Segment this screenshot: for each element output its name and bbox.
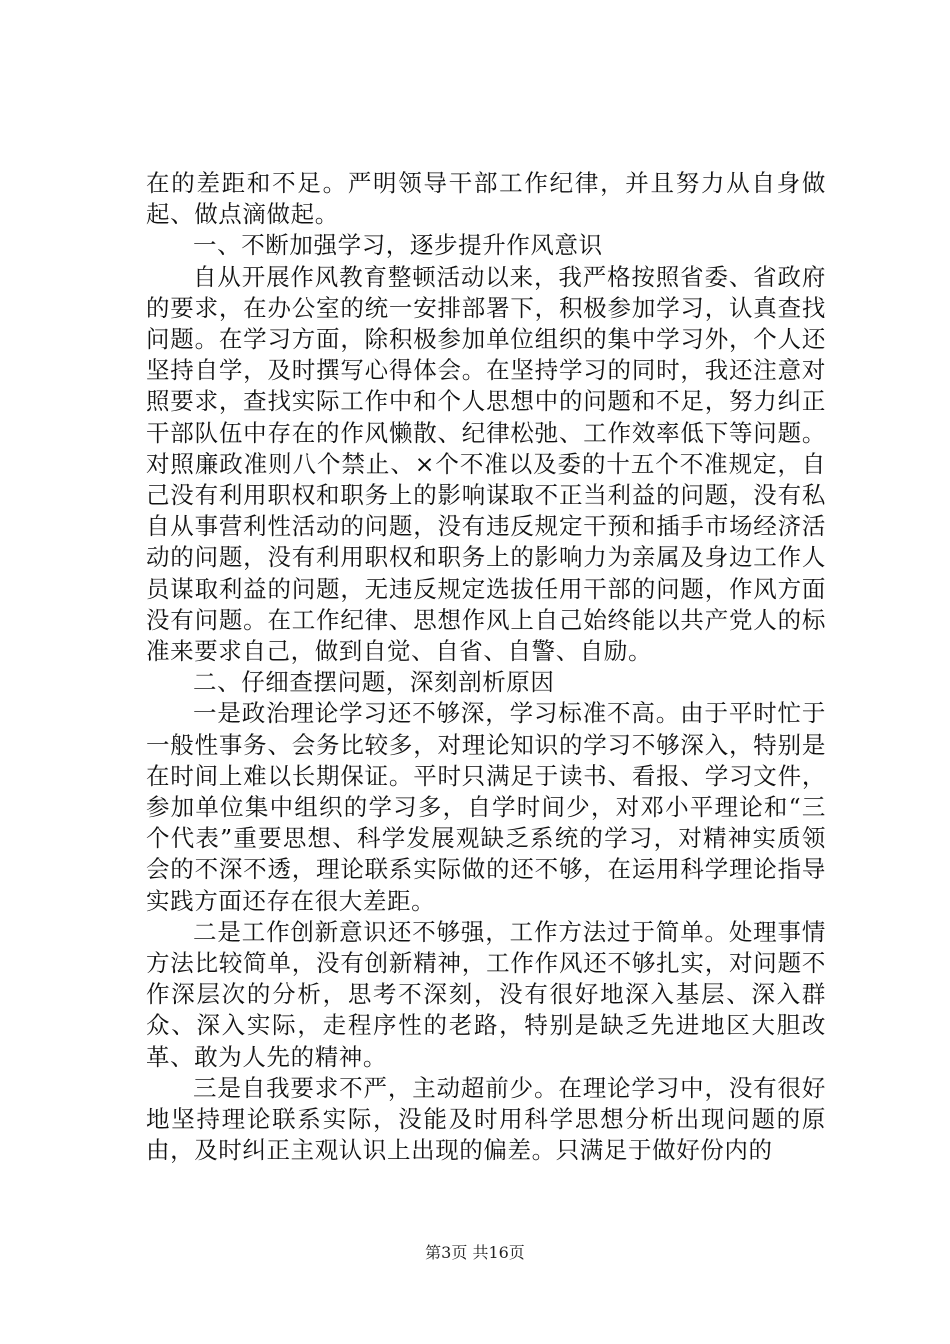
paragraph-problem-1: 一是政治理论学习还不够深，学习标准不高。由于平时忙于一般性事务、会务比较多，对理论知识的学习不够深入，特别是在时间上难以长期保证。平时只满足于读书、看报、学习文件，参加单位集中组织的学习多，自学时间少，对邓小平理论和“三个代表”重要思想、科学发展观缺乏系统的学习，对精神实质领会的不深不透，理论联系实际做的还不够，在运用科学理论指导实践方面还存在很大差距。 (146, 699, 826, 915)
section-heading-2: 二、仔细查摆问题，深刻剖析原因 (193, 668, 555, 697)
page-number-footer: 第3页 共16页 (425, 1243, 525, 1262)
paragraph-study: 自从开展作风教育整顿活动以来，我严格按照省委、省政府的要求，在办公室的统一安排部署下，积极参加学习，认真查找问题。在学习方面，除积极参加单位组织的集中学习外，个人还坚持自学，及时撰写心得体会。在坚持学习的同时，我还注意对照要求，查找实际工作中和个人思想中的问题和不足，努力纠正干部队伍中存在的作风懒散、纪律松弛、工作效率低下等问题。对照廉政准则八个禁止、×个不准以及委的十五个不准规定，自己没有利用职权和职务上的影响谋取不正当利益的问题，没有私自从事营利性活动的问题，没有违反规定干预和插手市场经济活动的问题，没有利用职权和职务上的影响力为亲属及身边工作人员谋取利益的问题，无违反规定选拔任用干部的问题，作风方面没有问题。在工作纪律、思想作风上自己始终能以共产党人的标准来要求自己，做到自觉、自省、自警、自励。 (146, 262, 826, 666)
paragraph-problem-3: 三是自我要求不严，主动超前少。在理论学习中，没有很好地坚持理论联系实际，没能及时用科学思想分析出现问题的原由，及时纠正主观认识上出现的偏差。只满足于做好份内的 (146, 1073, 826, 1165)
paragraph-continuation: 在的差距和不足。严明领导干部工作纪律，并且努力从自身做起、做点滴做起。 (146, 169, 826, 229)
section-heading-1: 一、不断加强学习，逐步提升作风意识 (193, 231, 603, 260)
paragraph-problem-2: 二是工作创新意识还不够强，工作方法过于简单。处理事情方法比较简单，没有创新精神，工作作风还不够扎实，对问题不作深层次的分析，思考不深刻，没有很好地深入基层、深入群众、深入实际，走程序性的老路，特别是缺乏先进地区大胆改革、敢为人先的精神。 (146, 917, 826, 1071)
document-body (146, 168, 826, 1167)
